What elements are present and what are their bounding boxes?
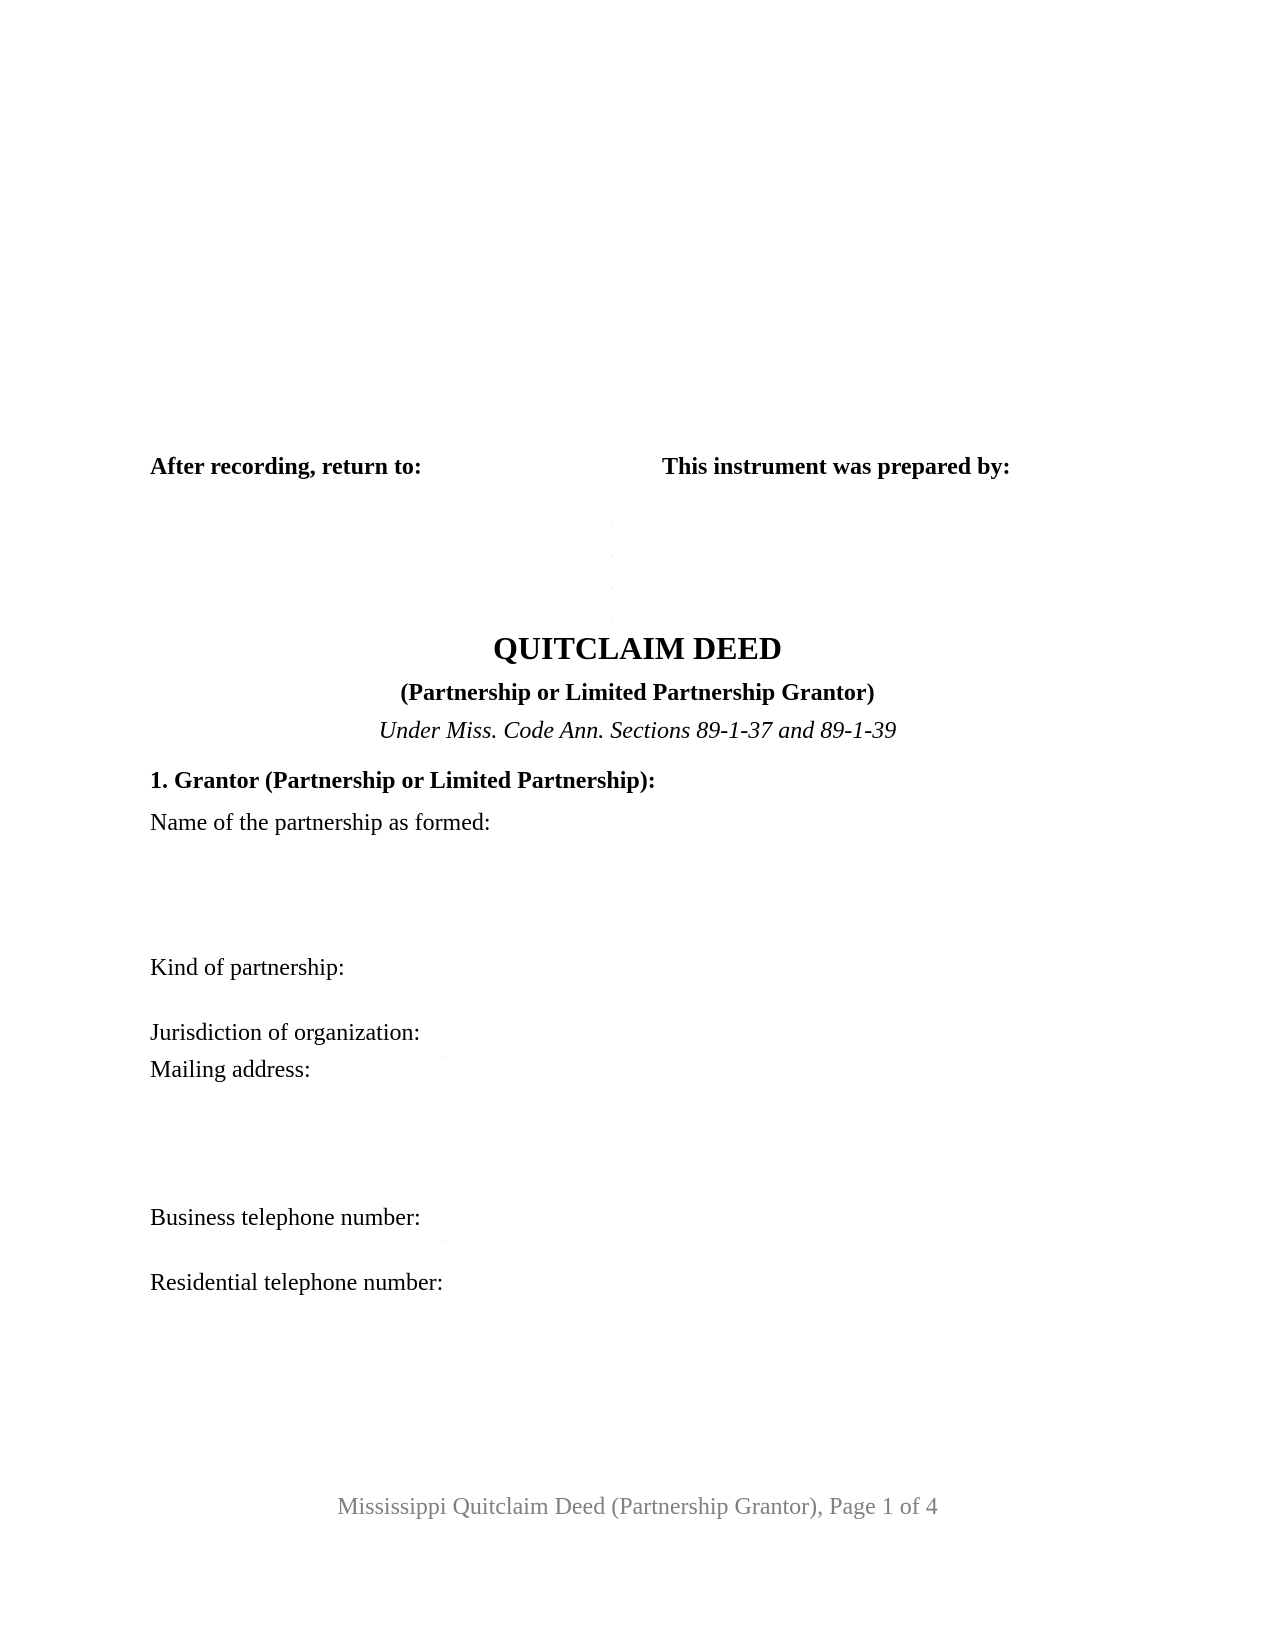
document-title: QUITCLAIM DEED <box>493 630 782 666</box>
page-footer: Mississippi Quitclaim Deed (Partnership Grantor), Page 1 of 4 <box>337 1494 938 1520</box>
document-subtitle: (Partnership or Limited Partnership Grantor) <box>400 680 875 706</box>
prepared-by-label: This instrument was prepared by: <box>662 454 1011 480</box>
faint-mark <box>612 587 613 588</box>
faint-mark <box>442 1240 443 1241</box>
statute-reference: Under Miss. Code Ann. Sections 89-1-37 and 89-1-39 <box>378 718 897 744</box>
jurisdiction-label: Jurisdiction of organization: <box>150 1020 421 1046</box>
partnership-name-label: Name of the partnership as formed: <box>150 810 491 836</box>
faint-mark <box>442 1056 443 1057</box>
partnership-kind-label: Kind of partnership: <box>150 955 345 981</box>
grantor-section-heading: 1. Grantor (Partnership or Limited Partnership): <box>150 768 656 794</box>
mailing-address-label: Mailing address: <box>150 1057 311 1083</box>
residential-phone-label: Residential telephone number: <box>150 1270 444 1296</box>
faint-mark <box>612 525 613 526</box>
faint-mark <box>612 556 613 557</box>
return-to-label: After recording, return to: <box>150 454 422 480</box>
faint-mark <box>612 618 613 619</box>
business-phone-label: Business telephone number: <box>150 1205 421 1231</box>
